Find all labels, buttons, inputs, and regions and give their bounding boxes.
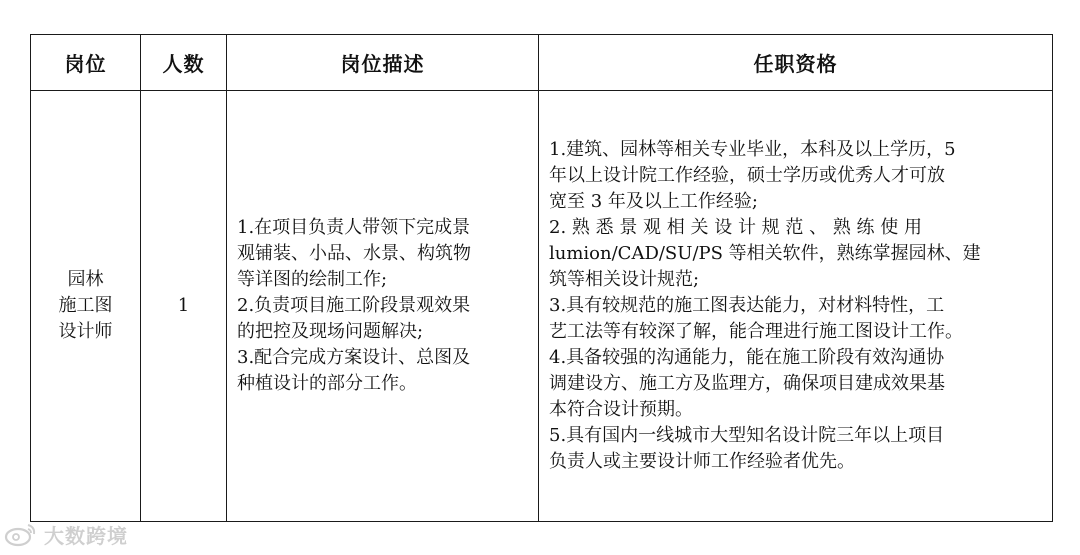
weibo-style-logo-icon: [4, 521, 38, 547]
description-line: 观铺装、小品、水景、构筑物: [237, 243, 471, 264]
requirement-line: 4.具备较强的沟通能力，能在施工阶段有效沟通协: [549, 347, 945, 368]
header-position: 岗位: [31, 35, 141, 91]
job-table: [30, 34, 1053, 522]
header-requirements: 任职资格: [539, 35, 1053, 91]
requirement-line: 艺工法等有较深了解，能合理进行施工图设计工作。: [549, 321, 963, 342]
description-line: 1.在项目负责人带领下完成景: [237, 217, 471, 238]
requirement-line: 1.建筑、园林等相关专业毕业，本科及以上学历，5: [549, 139, 956, 160]
requirement-line: 2. 熟 悉 景 观 相 关 设 计 规 范 、 熟 练 使 用: [549, 217, 922, 238]
requirement-line: 调建设方、施工方及监理方，确保项目建成效果基: [549, 373, 945, 394]
position-line: 园林: [67, 269, 104, 290]
requirement-line: 年以上设计院工作经验，硕士学历或优秀人才可放: [549, 165, 945, 186]
description-line: 种植设计的部分工作。: [237, 373, 417, 394]
requirement-line: 5.具有国内一线城市大型知名设计院三年以上项目: [549, 425, 945, 446]
cell-description: [227, 91, 539, 522]
table-header-row: [31, 35, 1053, 91]
description-line: 等详图的绘制工作;: [237, 269, 388, 290]
position-line: 施工图: [58, 295, 113, 316]
requirement-line: 3.具有较规范的施工图表达能力，对材料特性，工: [549, 295, 945, 316]
cell-count: 1: [141, 91, 227, 522]
cell-position: [31, 91, 141, 522]
watermark: [4, 517, 128, 551]
cell-requirements: [539, 91, 1053, 522]
requirement-line: 负责人或主要设计师工作经验者优先。: [549, 451, 855, 472]
header-description: 岗位描述: [227, 35, 539, 91]
header-count: 人数: [141, 35, 227, 91]
requirement-line: 宽至 3 年及以上工作经验;: [549, 191, 758, 212]
requirement-line: lumion/CAD/SU/PS 等相关软件，熟练掌握园林、建: [549, 243, 981, 264]
requirement-line: 筑等相关设计规范;: [549, 269, 700, 290]
position-line: 设计师: [58, 321, 113, 342]
description-line: 的把控及现场问题解决;: [237, 321, 424, 342]
requirement-line: 本符合设计预期。: [549, 399, 693, 420]
table-row: [31, 91, 1053, 522]
watermark-text: 大数跨境: [44, 523, 128, 548]
description-line: 2.负责项目施工阶段景观效果: [237, 295, 471, 316]
description-line: 3.配合完成方案设计、总图及: [237, 347, 471, 368]
